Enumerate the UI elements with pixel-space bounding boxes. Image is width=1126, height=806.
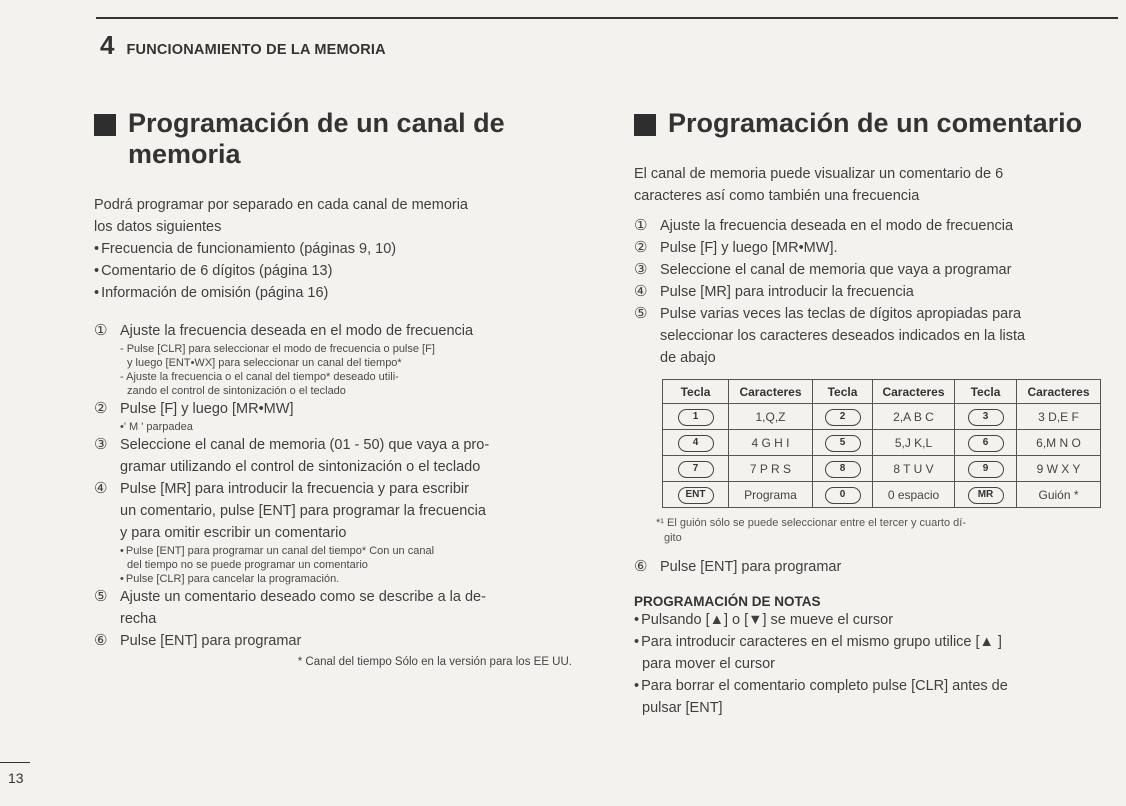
table-header: Tecla: [813, 380, 873, 404]
key-5-icon: 5: [825, 435, 861, 452]
right-steps: [634, 215, 1114, 369]
step-number: ③: [94, 436, 108, 453]
left-heading: [94, 108, 584, 170]
step-number: ④: [94, 480, 108, 497]
left-intro: [94, 194, 584, 238]
step-number: ③: [634, 261, 648, 278]
key-7-icon: 7: [678, 461, 714, 478]
table-cell: 6,M N O: [1017, 430, 1101, 456]
step-1: [94, 320, 584, 398]
table-cell: 8 T U V: [873, 456, 955, 482]
step-text: Ajuste la frecuencia deseada en el modo de frecuencia: [120, 323, 474, 339]
step-text: de abajo: [660, 350, 716, 366]
key-ent-icon: ENT: [678, 487, 714, 504]
right-intro-line2: caracteres así como también una frecuencia: [634, 188, 920, 204]
table-cell: 1,Q,Z: [729, 404, 813, 430]
step-6: [94, 630, 584, 652]
step-sub: • Pulse [ENT] para programar un canal del tiempo* Con un canal: [120, 544, 584, 558]
step-text: Pulse varias veces las teclas de dígitos apropiadas para: [660, 306, 1022, 322]
right-intro-line1: El canal de memoria puede visualizar un comentario de 6: [634, 166, 1004, 182]
left-heading-line2: memoria: [128, 139, 241, 169]
table-row: [663, 456, 1101, 482]
section-header: [100, 30, 386, 61]
step-2: [634, 237, 1114, 259]
note-item: • Para introducir caracteres en el mismo grupo utilice [▲ ]: [634, 631, 1114, 653]
table-note-line1: *¹ El guión sólo se puede seleccionar entre el tercer y cuarto dí-: [656, 517, 966, 529]
table-row: [663, 482, 1101, 508]
step-sub: •' M ' parpadea: [120, 421, 193, 433]
key-2-icon: 2: [825, 409, 861, 426]
page-rule: [0, 762, 30, 763]
step-sub: • Pulse [CLR] para cancelar la programación.: [120, 572, 584, 586]
table-note: [656, 516, 1106, 546]
left-bullets: [94, 238, 584, 304]
right-intro: [634, 163, 1114, 207]
step-4: [634, 281, 1114, 303]
step-1: [634, 215, 1114, 237]
table-row: [663, 430, 1101, 456]
step-text: seleccionar los caracteres deseados indicados en la lista: [660, 328, 1026, 344]
left-intro-line2: los datos siguientes: [94, 219, 222, 235]
right-heading-text: Programación de un comentario: [668, 108, 1083, 138]
step-text: Pulse [MR] para introducir la frecuencia y para escribir: [120, 481, 469, 497]
right-column: [634, 108, 1114, 719]
step-number: ②: [634, 239, 648, 256]
step-text: y para omitir escribir un comentario: [120, 525, 347, 541]
step-3: [634, 259, 1114, 281]
step-text: Seleccione el canal de memoria que vaya a programar: [660, 262, 1012, 278]
table-cell: 9 W X Y: [1017, 456, 1101, 482]
table-cell: 4 G H I: [729, 430, 813, 456]
table-cell: 3 D,E F: [1017, 404, 1101, 430]
notes-title: PROGRAMACIÓN DE NOTAS: [634, 594, 821, 609]
step-number: ①: [94, 322, 108, 339]
step-4: [94, 478, 584, 586]
bullet-item: • Comentario de 6 dígitos (página 13): [94, 260, 584, 282]
step-number: ④: [634, 283, 648, 300]
table-row: [663, 404, 1101, 430]
top-rule: [96, 17, 1118, 19]
step-sub: - Ajuste la frecuencia o el canal del tiempo* deseado utili-: [120, 371, 399, 383]
heading-square-icon: [94, 114, 116, 136]
step-text: Pulse [ENT] para programar: [120, 633, 302, 649]
character-table: [662, 379, 1101, 508]
left-footnote: * Canal del tiempo Sólo en la versión para los EE UU.: [297, 656, 572, 668]
left-steps: [94, 320, 584, 652]
step-5: [94, 586, 584, 630]
right-heading: [634, 108, 1114, 139]
table-header: Tecla: [663, 380, 729, 404]
key-4-icon: 4: [678, 435, 714, 452]
table-header: Caracteres: [873, 380, 955, 404]
note-item: • Para borrar el comentario completo pulse [CLR] antes de: [634, 675, 1114, 697]
left-column: [94, 108, 584, 670]
step-sub: - Pulse [CLR] para seleccionar el modo de frecuencia o pulse [F]: [120, 343, 435, 355]
notes-list: [634, 609, 1114, 719]
table-cell: 0 espacio: [873, 482, 955, 508]
bullet-item: • Frecuencia de funcionamiento (páginas 9, 10): [94, 238, 584, 260]
step-text: Pulse [ENT] para programar: [660, 559, 842, 575]
table-cell: 7 P R S: [729, 456, 813, 482]
page-number: 13: [8, 770, 24, 786]
left-heading-line1: Programación de un canal de: [128, 108, 505, 138]
step-3: [94, 434, 584, 478]
step-sub: zando el control de sintonización o el teclado: [127, 385, 346, 397]
step-2: [94, 398, 584, 434]
note-item: • Pulsando [▲] o [▼] se mueve el cursor: [634, 609, 1114, 631]
table-cell: 5,J K,L: [873, 430, 955, 456]
table-header: Caracteres: [729, 380, 813, 404]
key-1-icon: 1: [678, 409, 714, 426]
table-cell: Programa: [729, 482, 813, 508]
key-mr-icon: MR: [968, 487, 1004, 504]
step-number: ⑤: [634, 305, 648, 322]
step-number: ⑤: [94, 588, 108, 605]
step-text: gramar utilizando el control de sintonización o el teclado: [120, 459, 481, 475]
key-0-icon: 0: [825, 487, 861, 504]
step-sub: del tiempo no se puede programar un comentario: [127, 559, 368, 571]
note-item-cont: pulsar [ENT]: [642, 700, 723, 716]
step-number: ⑥: [94, 632, 108, 649]
table-cell: Guión *: [1017, 482, 1101, 508]
section-number: 4: [100, 30, 115, 60]
step-sub: y luego [ENT•WX] para seleccionar un canal del tiempo*: [127, 357, 402, 369]
step-6: [634, 556, 1114, 578]
key-6-icon: 6: [968, 435, 1004, 452]
step-text: recha: [120, 611, 157, 627]
key-8-icon: 8: [825, 461, 861, 478]
step-text: un comentario, pulse [ENT] para programar la frecuencia: [120, 503, 486, 519]
step-text: Ajuste un comentario deseado como se describe a la de-: [120, 589, 486, 605]
heading-square-icon: [634, 114, 656, 136]
step-text: Pulse [F] y luego [MR•MW].: [660, 240, 838, 256]
step-number: ②: [94, 400, 108, 417]
table-header: Tecla: [955, 380, 1017, 404]
step-number: ⑥: [634, 558, 648, 575]
key-9-icon: 9: [968, 461, 1004, 478]
left-intro-line1: Podrá programar por separado en cada canal de memoria: [94, 197, 468, 213]
key-3-icon: 3: [968, 409, 1004, 426]
bullet-item: • Información de omisión (página 16): [94, 282, 584, 304]
step-text: Pulse [MR] para introducir la frecuencia: [660, 284, 914, 300]
step-text: Seleccione el canal de memoria (01 - 50) que vaya a pro-: [120, 437, 490, 453]
note-item-cont: para mover el cursor: [642, 656, 775, 672]
step-text: Ajuste la frecuencia deseada en el modo de frecuencia: [660, 218, 1014, 234]
step-5: [634, 303, 1114, 369]
table-note-line2: gito: [664, 532, 682, 544]
section-title: FUNCIONAMIENTO DE LA MEMORIA: [126, 42, 386, 58]
step-text: Pulse [F] y luego [MR•MW]: [120, 401, 294, 417]
table-cell: 2,A B C: [873, 404, 955, 430]
step-number: ①: [634, 217, 648, 234]
table-header: Caracteres: [1017, 380, 1101, 404]
